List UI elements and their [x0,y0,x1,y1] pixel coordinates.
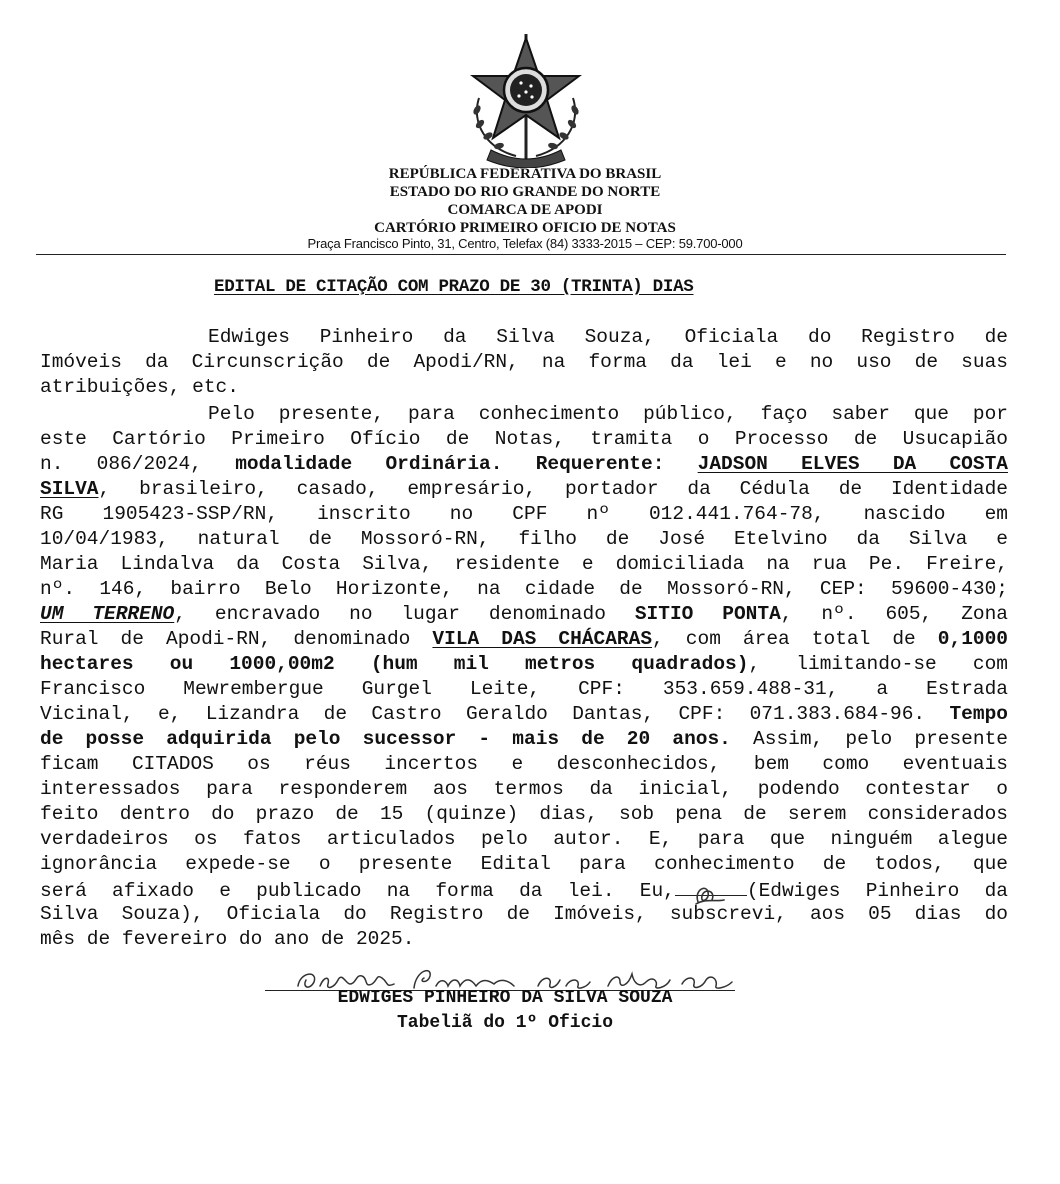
initials-mark-icon [676,880,736,908]
coat-of-arms-icon [461,28,591,168]
body-line: Rural de Apodi-RN, denominado VILA DAS CHÁCARAS, com área total de 0,1000 [40,628,1009,650]
header-state: ESTADO DO RIO GRANDE DO NORTE [389,184,661,200]
body-line: de posse adquirida pelo sucessor - mais de 20 anos. Assim, pelo presente [40,728,1008,750]
body-line: mês de fevereiro do ano de 2025. [40,928,415,950]
header-office: CARTÓRIO PRIMEIRO OFICIO DE NOTAS [374,220,676,236]
body-line: Pelo presente, para conhecimento público, faço saber que por [208,403,1008,425]
body-line: Silva Souza), Oficiala do Registro de Imóveis, subscrevi, aos 05 dias do [40,903,1008,925]
signatory-name: EDWIGES PINHEIRO DA SILVA SOUZA [337,988,673,1008]
body-line: Maria Lindalva da Costa Silva, residente e domiciliada na rua Pe. Freire, [40,553,1008,575]
body-line: nº. 146, bairro Belo Horizonte, na cidade de Mossoró-RN, CEP: 59600-430; [40,578,1008,600]
body-line: Imóveis da Circunscrição de Apodi/RN, na forma da lei e no uso de suas [40,351,1008,373]
body-line: n. 086/2024, modalidade Ordinária. Requerente: JADSON ELVES DA COSTA [40,453,1008,475]
body-line: hectares ou 1000,00m2 (hum mil metros quadrados), limitando-se com [40,653,1008,675]
body-line: ficam CITADOS os réus incertos e desconhecidos, bem como eventuais [40,753,1008,775]
body-line: este Cartório Primeiro Ofício de Notas, tramita o Processo de Usucapião [40,428,1008,450]
body-line: Edwiges Pinheiro da Silva Souza, Oficiala do Registro de [208,326,1008,348]
body-line: interessados para responderem aos termos da inicial, podendo contestar o [40,778,1008,800]
header-divider [36,254,1006,255]
body-line: Francisco Mewrembergue Gurgel Leite, CPF: 353.659.488-31, a Estrada [40,678,1008,700]
body-line: ignorância expede-se o presente Edital para conhecimento de todos, que [40,853,1008,875]
body-line: verdadeiros os fatos articulados pelo autor. E, para que ninguém alegue [40,828,1008,850]
property-label: UM TERRENO [40,603,175,625]
header-district: COMARCA DE APODI [447,202,603,218]
signatory-role: Tabeliã do 1º Oficio [396,1013,614,1033]
body-line: atribuições, etc. [40,376,239,398]
header-country: REPÚBLICA FEDERATIVA DO BRASIL [388,166,662,182]
body-line: RG 1905423-SSP/RN, inscrito no CPF nº 012.441.764-78, nascido em [40,503,1008,525]
body-line: 10/04/1983, natural de Mossoró-RN, filho de José Etelvino da Silva e [40,528,1008,550]
header-address: Praça Francisco Pinto, 31, Centro, Telefax (84) 3333-2015 – CEP: 59.700-000 [307,236,743,251]
property-name: VILA DAS CHÁCARAS [432,628,653,650]
body-line: SILVA, brasileiro, casado, empresário, portador da Cédula de Identidade [40,478,1008,500]
document-title: EDITAL DE CITAÇÃO COM PRAZO DE 30 (TRINTA) DIAS [214,277,694,297]
body-line: feito dentro do prazo de 15 (quinze) dias, sob pena de serem considerados [40,803,1008,825]
body-line: UM TERRENO, encravado no lugar denominado SITIO PONTA, nº. 605, Zona [40,603,1008,625]
applicant-name: JADSON ELVES DA COSTA [697,453,1008,475]
body-line: será afixado e publicado na forma da lei. Eu, (Edwiges Pinheiro da [40,877,1008,904]
body-line: Vicinal, e, Lizandra de Castro Geraldo Dantas, CPF: 071.383.684-96. Tempo [40,703,1008,725]
